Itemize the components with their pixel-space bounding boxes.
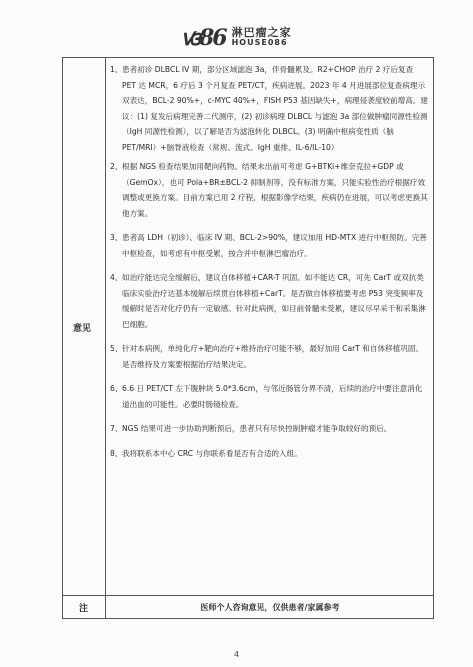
opinion-content (110, 62, 428, 461)
opinion-item-4 (110, 270, 428, 332)
item-text: NGS 结果可进一步协助判断预后，患者只有尽快控制肿瘤才能争取较好的预后。 (122, 424, 392, 433)
item-number: 8、 (110, 448, 123, 458)
item-number: 5、 (110, 344, 123, 353)
item-text: 根据 NGS 检查结果加用靶向药物。结果未出前可考虑 G+BTKi+维奈克拉+GDP 或（GemOx），也可 Pola+BR±BCL-2 抑制剂等，没有标准方案，只能实验性治疗根据疗效调整或更换方案。目前方案已用 2 疗程，根据影像学结果，疾病仍在进展，可以考虑更换其他方案。 (122, 162, 428, 218)
item-text: 6.6 日 PET/CT 左下腹肿块 5.0*3.6cm，与邻近肠管分界不清，后续的治疗中要注意消化道出血的可能性。必要时肠镜检查。 (122, 384, 423, 409)
footer-note: 医师个人咨询意见，仅供患者/家属参考 (200, 602, 340, 612)
opinion-item-1 (110, 62, 428, 155)
logo-icon: ꟃ86 (181, 25, 226, 51)
opinion-item-2 (110, 159, 428, 221)
opinion-item-7 (110, 421, 428, 437)
item-number: 7、 (110, 424, 123, 433)
item-text: 针对本病例，单纯化疗+靶向治疗+维持治疗可能不够，最好加用 CarT 和自体移植巩固。是否维持及方案要根据治疗结果决定。 (122, 344, 424, 369)
opinion-item-3 (110, 230, 428, 261)
logo-text (232, 27, 292, 47)
logo-name-cn: 淋巴瘤之家 (231, 26, 292, 40)
item-text: 如治疗能达完全缓解后，建议自体移植+CAR-T 巩固。如不能达 CR，可先 CarT 或双抗类临床实验治疗达基本缓解后续贯自体移植+CarT。是否做自体移植要考虑 P53 突变频率及缓解时是否对化疗仍有一定敏感。针对此病例，如目前骨髓未受累，建议尽早采干和采集淋巴细胞。 (122, 273, 426, 329)
section-label: 意见 (72, 324, 91, 334)
item-number: 2、 (110, 162, 123, 171)
item-number: 6、 (110, 384, 123, 393)
opinion-item-6 (110, 381, 428, 412)
opinion-item-8 (110, 446, 428, 462)
logo-name-en: HOUSE086 (231, 37, 288, 47)
item-number: 1、 (110, 65, 123, 74)
page-header (0, 22, 473, 52)
item-number: 3、 (110, 233, 123, 242)
footer-label: 注 (62, 595, 106, 619)
item-text: 我将联系本中心 CRC 与你联系看是否有合适的入组。 (122, 448, 302, 458)
item-text: 患者高 LDH（初诊）、临床 IV 期、BCL-2>90%，建议加用 HD-MTX 进行中枢预防。完善中枢检查，如考虑有中枢受累，按合并中枢淋巴瘤治疗。 (122, 233, 427, 258)
page-number: 4 (233, 650, 240, 659)
item-number: 4、 (110, 273, 123, 282)
opinion-item-5 (110, 341, 428, 372)
item-text: 患者初诊 DLBCL IV 期，部分区域滤泡 3a，伴骨髓累及。R2+CHOP 治疗 2 疗后复查 PET 达 MCR，6 疗后 3 个月复查 PET/CT，疾病进展。2023 年 4 月进展部位复查病理示双表达，BCL-2 90%+，c-MYC 40%+，FISH P53 基因缺失+，病理侵袭度较前增高。建议：(1) 复发后病理完善二代测序，(2) 初诊病理 DLBCL 与滤泡 3a 部位做肿瘤同源性检测（IgH 同源性检测），以了解是否为滤泡转化 DLBCL。(3) 明确中枢病变性质（脑 PET/MRI）+脑脊液检查（常规、流式、IgH 重排、IL-6/IL-10） (122, 65, 428, 152)
